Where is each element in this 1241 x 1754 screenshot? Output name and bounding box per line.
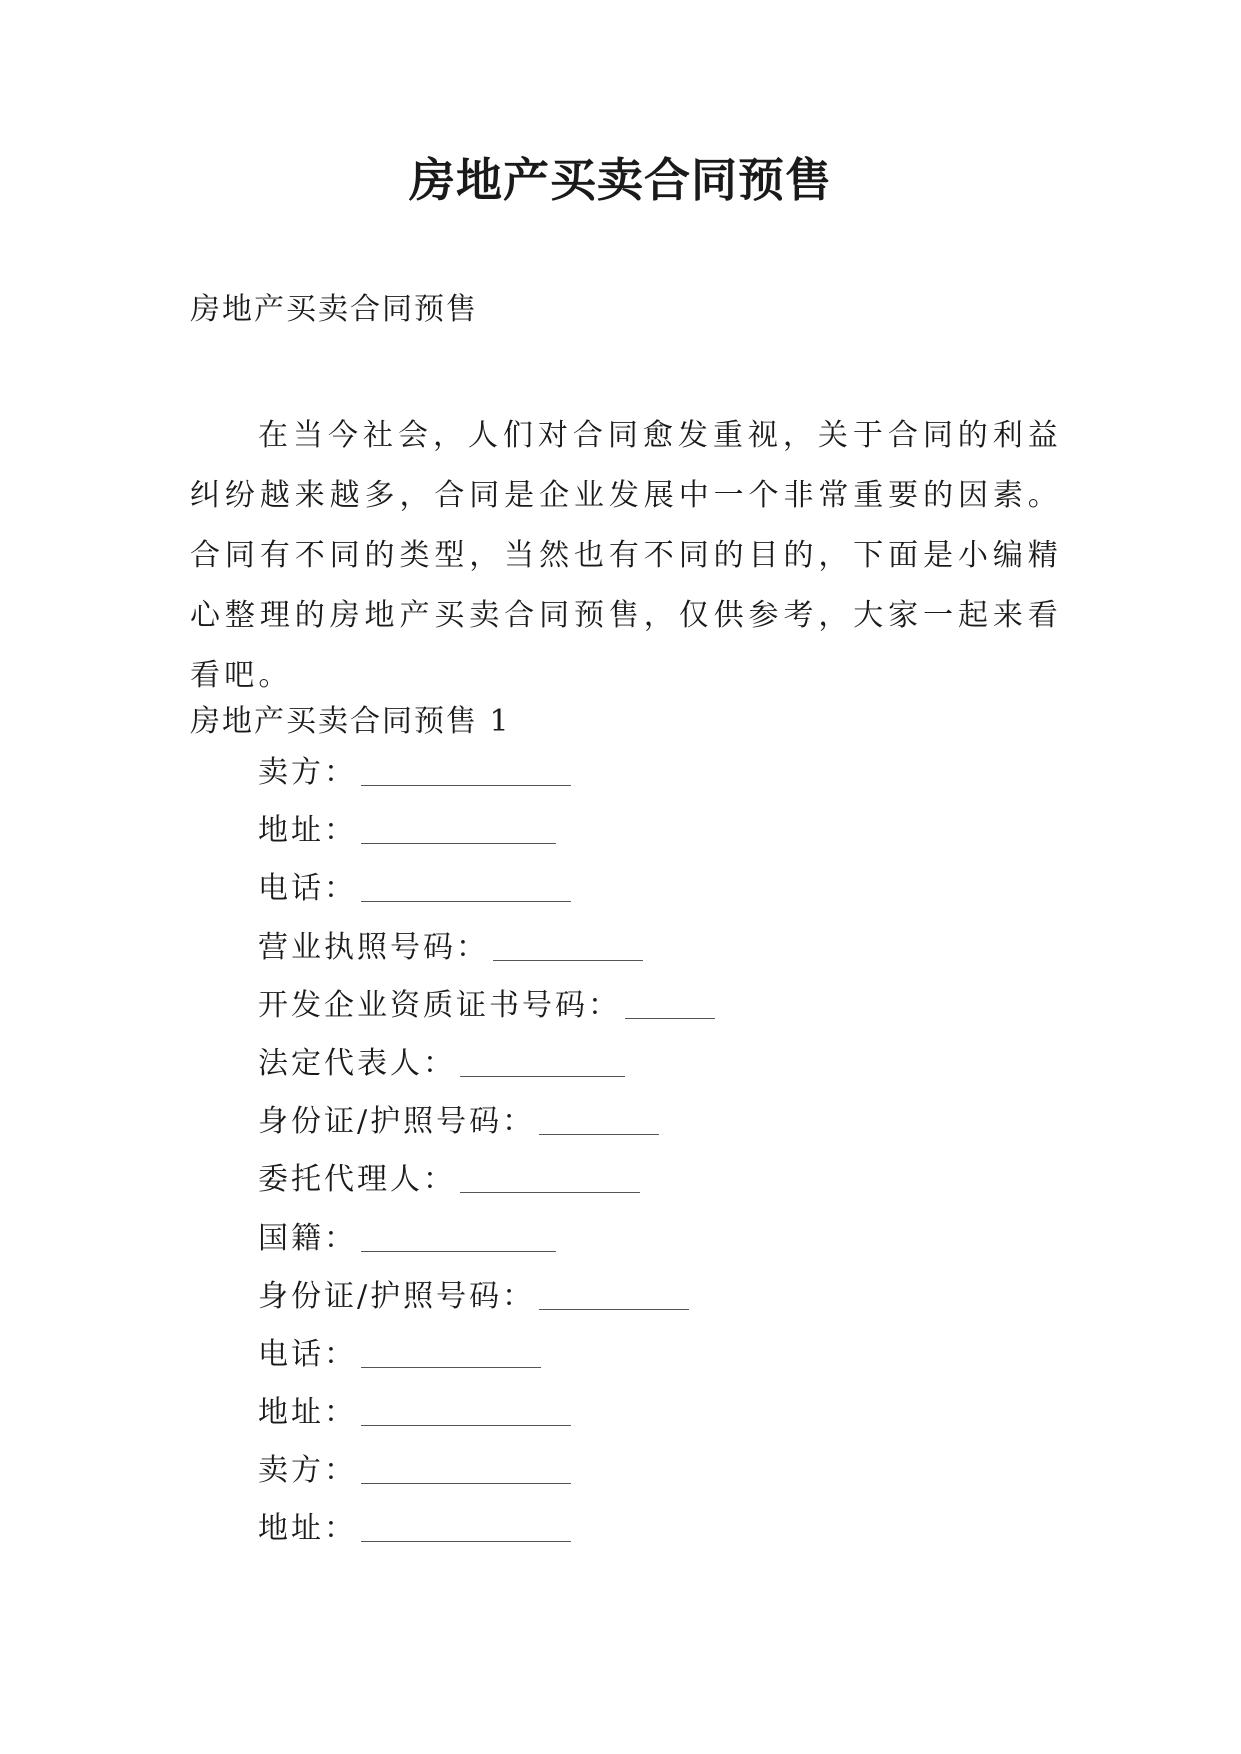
fill-in-blank[interactable] — [361, 755, 571, 786]
field-label: 地址： — [258, 1511, 357, 1547]
field-agent — [258, 1160, 715, 1218]
fill-in-blank[interactable] — [625, 988, 715, 1019]
field-id-passport-2 — [258, 1277, 715, 1335]
fill-in-blank[interactable] — [460, 1046, 625, 1077]
fill-in-blank[interactable] — [361, 1337, 541, 1368]
field-business-license — [258, 928, 715, 986]
contract-field-list — [258, 753, 715, 1568]
fill-in-blank[interactable] — [361, 871, 571, 902]
field-label: 身份证/护照号码： — [258, 1104, 536, 1140]
field-label: 卖方： — [258, 1453, 357, 1489]
field-label: 营业执照号码： — [258, 929, 489, 965]
field-label: 地址： — [258, 813, 357, 849]
document-title: 房地产买卖合同预售 — [409, 153, 832, 207]
field-label: 地址： — [258, 1395, 357, 1431]
field-nationality — [258, 1219, 715, 1277]
fill-in-blank[interactable] — [361, 1395, 571, 1426]
field-address-2 — [258, 1393, 715, 1451]
field-id-passport — [258, 1102, 715, 1160]
field-legal-representative — [258, 1044, 715, 1102]
field-label: 委托代理人： — [258, 1162, 456, 1198]
fill-in-blank[interactable] — [361, 813, 556, 844]
field-label: 国籍： — [258, 1220, 357, 1256]
intro-paragraph: 在当今社会，人们对合同愈发重视，关于合同的利益纠纷越来越多，合同是企业发展中一个非常重要的因素。合同有不同的类型，当然也有不同的目的，下面是小编精心整理的房地产买卖合同预售，仅供参考，大家一起来看看吧。 — [190, 418, 1062, 693]
field-label: 电话： — [258, 1336, 357, 1372]
document-subtitle: 房地产买卖合同预售 — [190, 292, 478, 327]
field-seller-2 — [258, 1451, 715, 1509]
field-address — [258, 811, 715, 869]
fill-in-blank[interactable] — [539, 1279, 689, 1310]
field-phone-2 — [258, 1335, 715, 1393]
fill-in-blank[interactable] — [493, 930, 643, 961]
field-label: 法定代表人： — [258, 1045, 456, 1081]
fill-in-blank[interactable] — [361, 1511, 571, 1542]
field-label: 身份证/护照号码： — [258, 1278, 536, 1314]
fill-in-blank[interactable] — [539, 1104, 659, 1135]
field-address-3 — [258, 1509, 715, 1567]
field-label: 卖方： — [258, 755, 357, 790]
fill-in-blank[interactable] — [361, 1453, 571, 1484]
field-label: 电话： — [258, 871, 357, 907]
section-heading: 房地产买卖合同预售 1 — [190, 704, 511, 739]
fill-in-blank[interactable] — [361, 1221, 556, 1252]
field-seller — [258, 753, 715, 811]
field-qualification-cert — [258, 986, 715, 1044]
fill-in-blank[interactable] — [460, 1162, 640, 1193]
field-label: 开发企业资质证书号码： — [258, 987, 621, 1023]
field-phone — [258, 869, 715, 927]
